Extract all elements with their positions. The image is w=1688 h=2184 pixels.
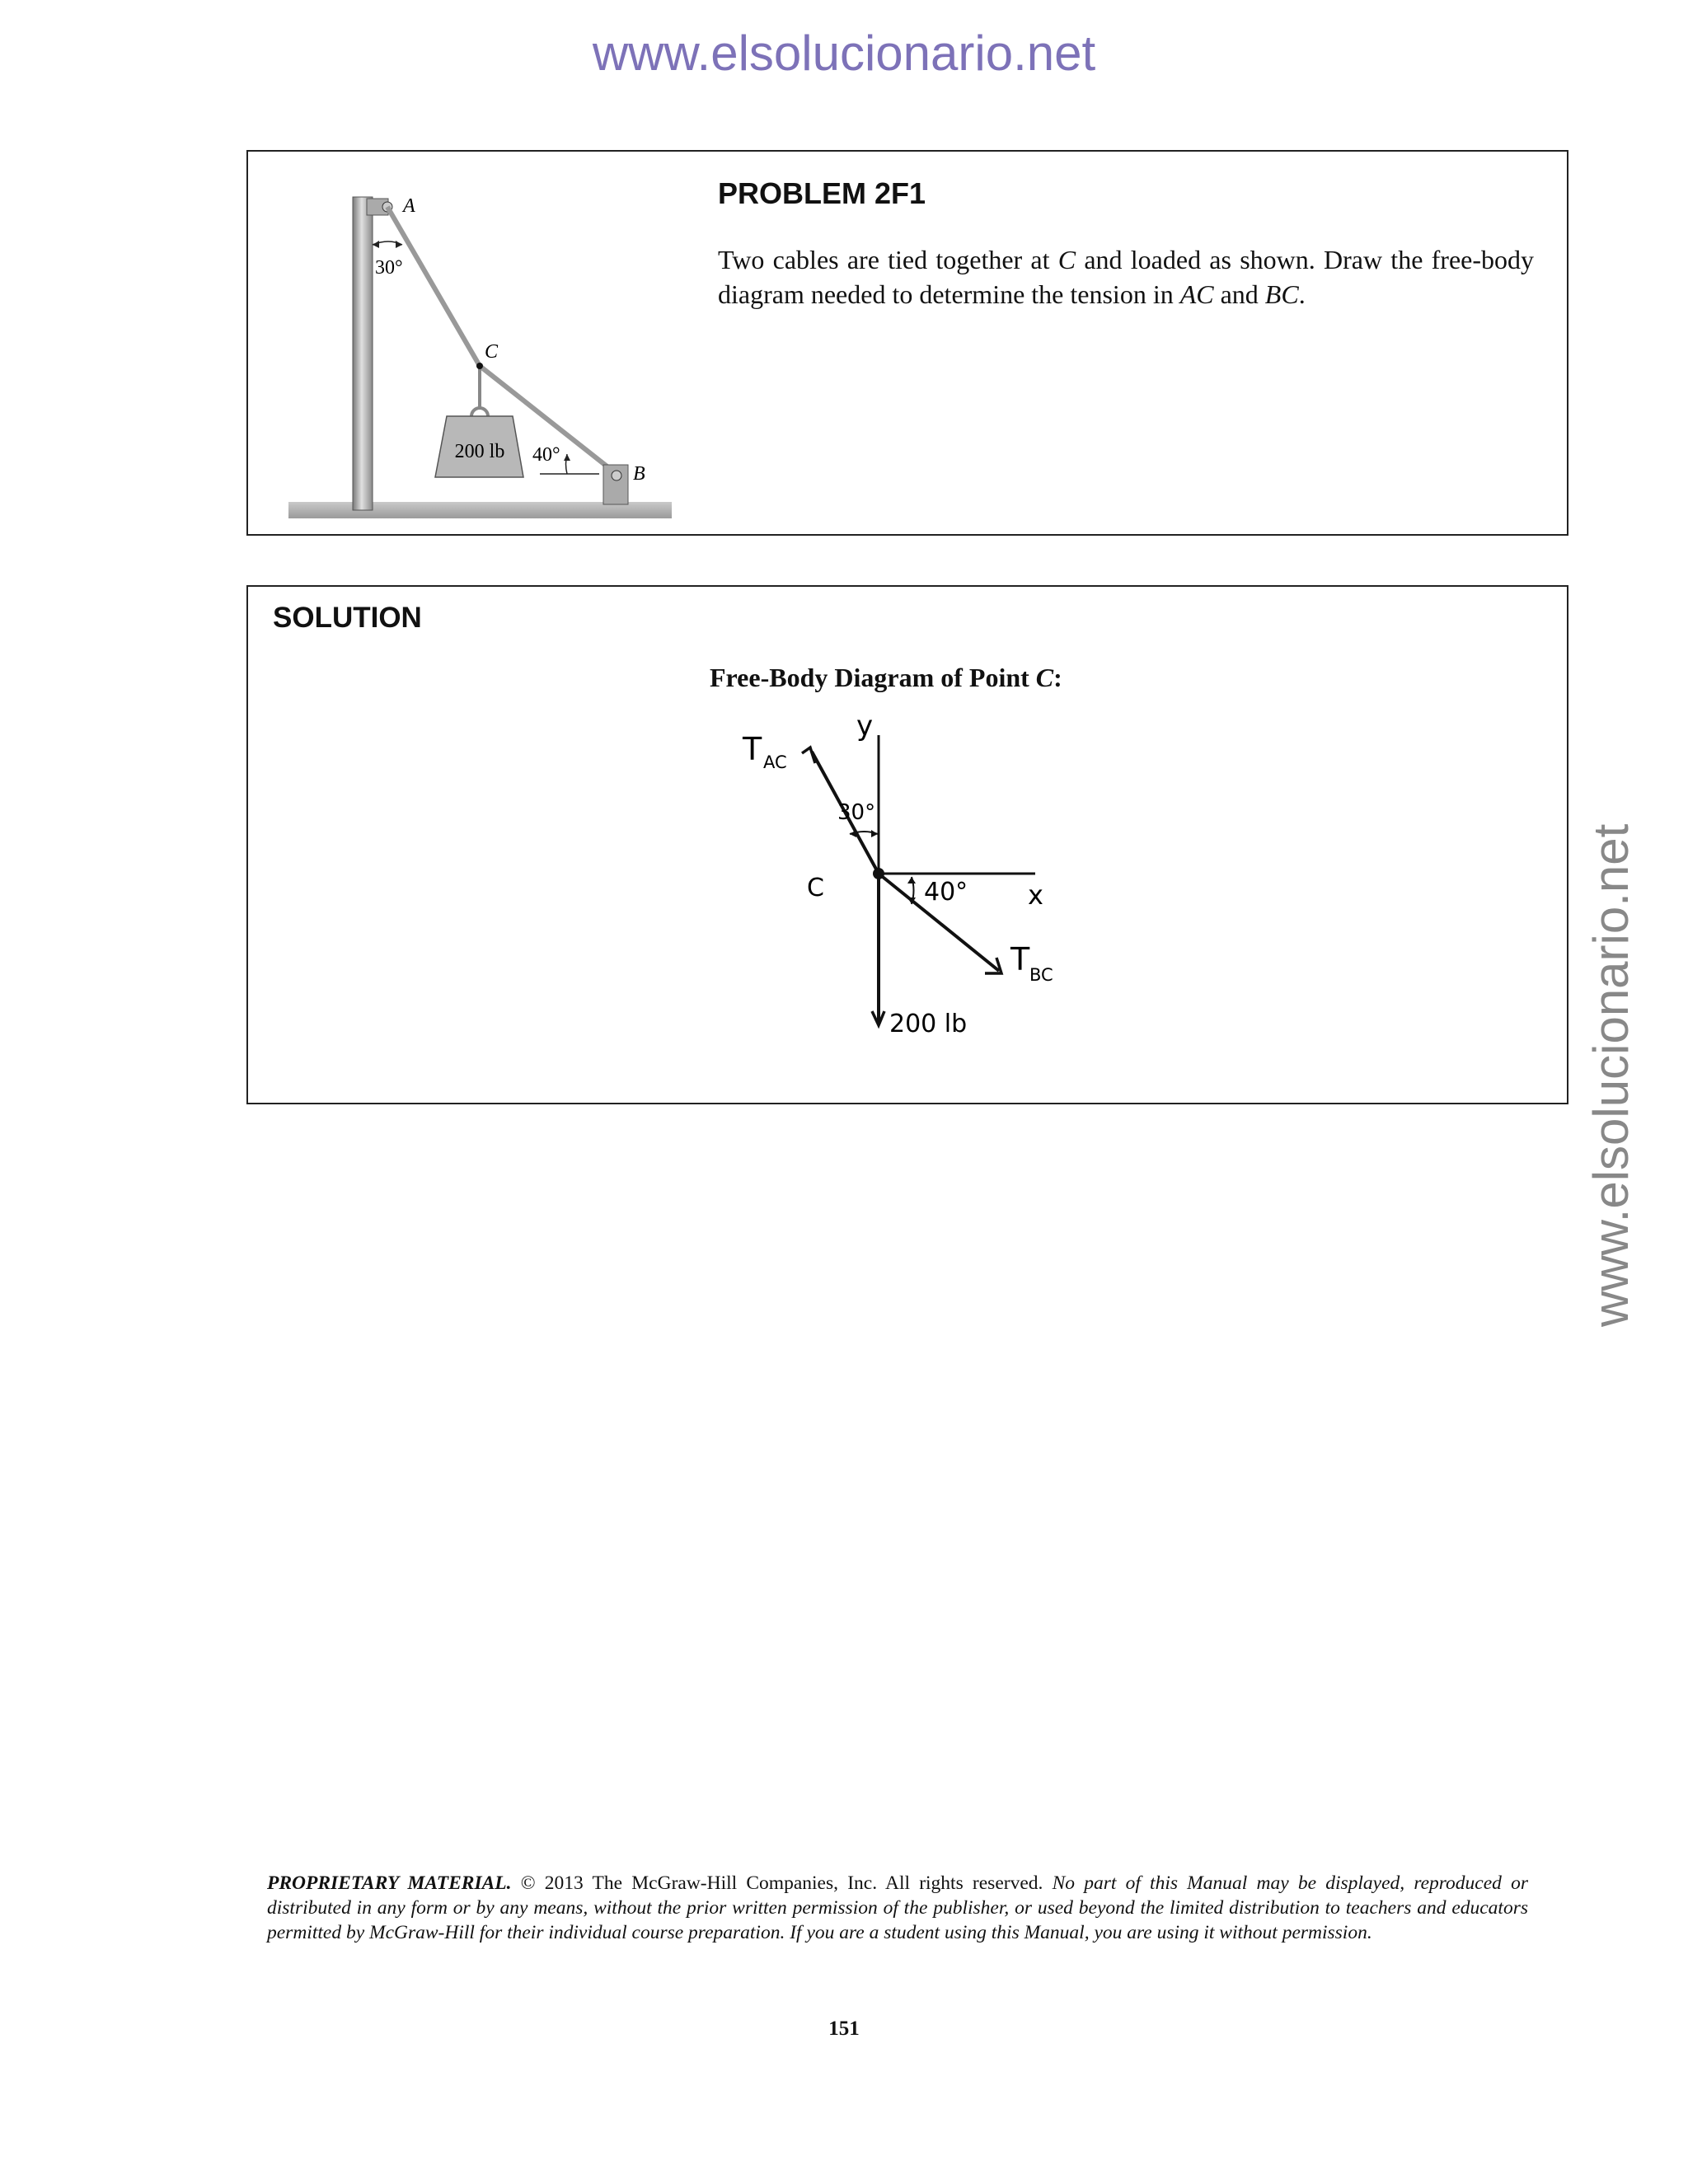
point-c-label: C	[807, 874, 824, 902]
watermark-side: www.elsolucionario.net	[1583, 823, 1639, 1327]
problem-heading: PROBLEM 2F1	[718, 176, 926, 210]
weight-hook	[471, 408, 488, 416]
point-c	[476, 363, 483, 369]
footer-notice: PROPRIETARY MATERIAL. © 2013 The McGraw-Hill Companies, Inc. All rights reserved. No part of this Manual may be displayed, reproduced or distributed in any form or by any means, without the prior written permission of the publisher, or used beyond the limited distribution to teachers and educators permitted by McGraw-Hill for their individual course preparation. If you are a student using this Manual, you are using it without permission.	[267, 1872, 1529, 1943]
t-ac-label: T	[743, 731, 762, 767]
solution-box	[246, 585, 1568, 1104]
angle-30-fbd-label: 30°	[837, 800, 876, 825]
problem-statement: Two cables are tied together at C and loaded as shown. Draw the free-body diagram needed to determine the tension in AC and BC.	[718, 245, 1535, 309]
angle-40-fbd-label: 40°	[924, 878, 968, 907]
point-c-dot	[873, 868, 884, 879]
y-axis-label: y	[856, 710, 874, 743]
watermark-top: www.elsolucionario.net	[592, 26, 1096, 81]
label-a: A	[403, 195, 415, 217]
label-c: C	[485, 341, 499, 363]
page-number: 151	[828, 2018, 860, 2040]
angle-30-label: 30°	[375, 257, 403, 279]
t-bc-subscript: BC	[1029, 965, 1053, 985]
angle-40-label: 40°	[532, 444, 560, 466]
pole	[353, 197, 373, 510]
solution-heading: SOLUTION	[273, 602, 422, 634]
weight-label: 200 lb	[454, 441, 505, 462]
free-body-diagram	[710, 702, 1105, 1048]
fbd-title: Free-Body Diagram of Point C:	[710, 663, 1062, 692]
label-b: B	[633, 463, 645, 485]
t-bc-label: T	[1010, 941, 1030, 977]
problem-box	[246, 150, 1568, 536]
cable-ac	[387, 207, 480, 366]
t-ac-arrowhead	[802, 748, 815, 763]
x-axis-label: x	[1028, 879, 1043, 911]
problem-figure	[288, 172, 684, 518]
weight-fbd-label: 200 lb	[889, 1010, 968, 1038]
t-ac-subscript: AC	[763, 752, 787, 772]
pin-b	[612, 471, 621, 480]
